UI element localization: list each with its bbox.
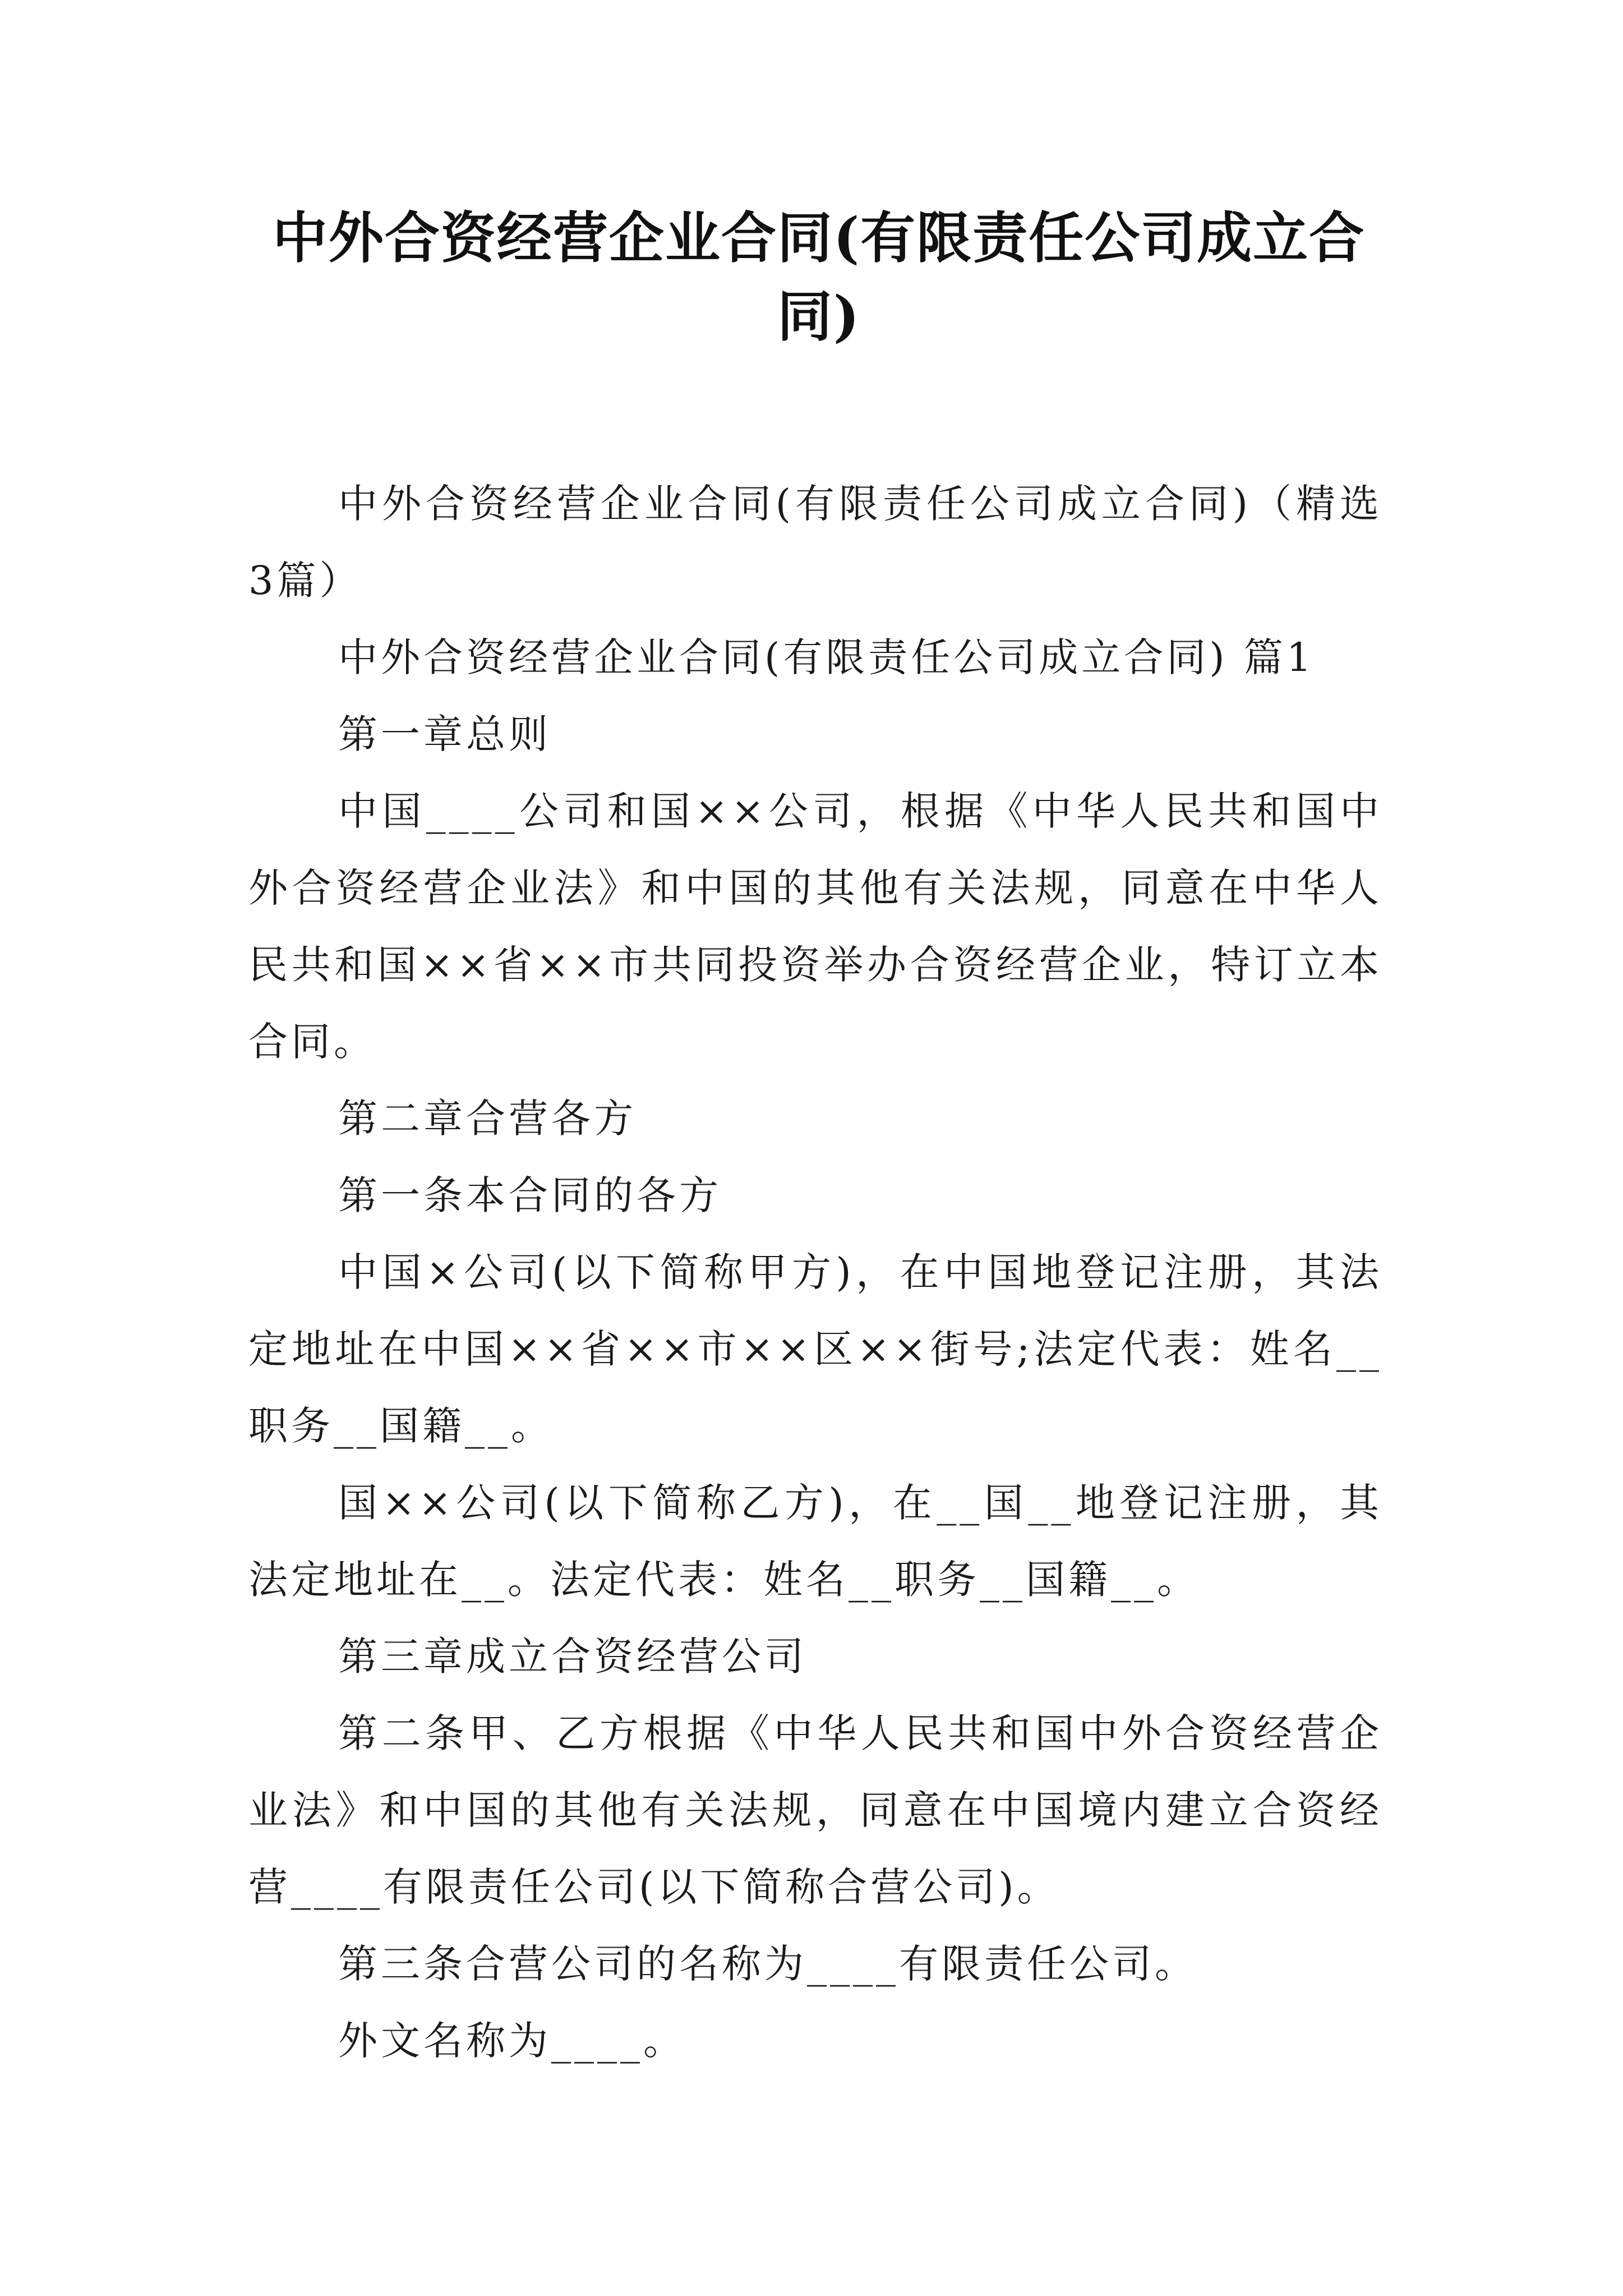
document-title: 中外合资经营企业合同(有限责任公司成立合同)	[272, 206, 1366, 349]
document-body	[248, 466, 1382, 2079]
paragraph: 外文名称为____。	[338, 2018, 686, 2064]
chapter-heading-3: 第三章成立合资经营公司	[338, 1634, 807, 1680]
paragraph: 国××公司(以下简称乙方)，在__国__地登记注册，其法定地址在__。法定代表：姓名__职务__国籍__。	[248, 1480, 1382, 1603]
paragraph: 第三条合营公司的名称为____有限责任公司。	[338, 1941, 1197, 1987]
paragraph-intro: 中外合资经营企业合同(有限责任公司成立合同)（精选3篇）	[248, 481, 1382, 604]
paragraph: 中国____公司和国××公司，根据《中华人民共和国中外合资经营企业法》和中国的其他有关法规，同意在中华人民共和国××省××市共同投资举办合资经营企业，特订立本合同。	[248, 788, 1382, 1065]
chapter-heading-2: 第二章合营各方	[338, 1096, 637, 1142]
paragraph-article-heading: 中外合资经营企业合同(有限责任公司成立合同) 篇1	[338, 634, 1315, 680]
paragraph: 第二条甲、乙方根据《中华人民共和国中外合资经营企业法》和中国的其他有关法规，同意在中国境内建立合资经营____有限责任公司(以下简称合营公司)。	[248, 1710, 1382, 1910]
paragraph: 中国×公司(以下简称甲方)，在中国地登记注册，其法定地址在中国××省××市××区××街号;法定代表：姓名__职务__国籍__。	[248, 1249, 1382, 1449]
chapter-heading-1: 第一章总则	[338, 711, 551, 757]
clause-heading-1: 第一条本合同的各方	[338, 1172, 722, 1218]
